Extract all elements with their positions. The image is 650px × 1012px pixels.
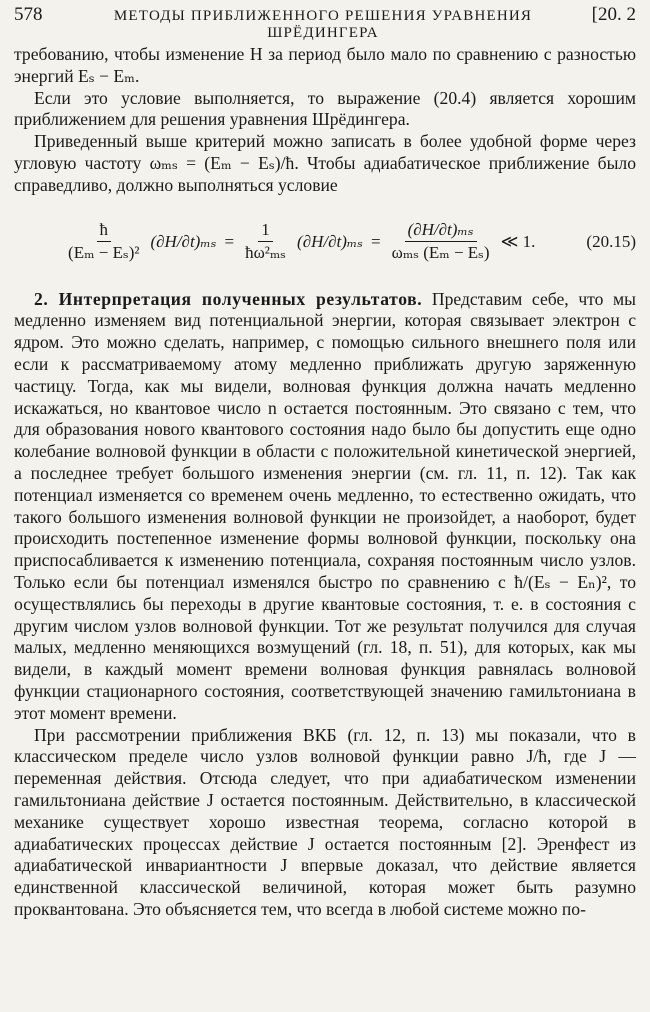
fraction-2	[242, 220, 289, 263]
running-title: МЕТОДЫ ПРИБЛИЖЕННОГО РЕШЕНИЯ УРАВНЕНИЯ ШРЁДИНГЕРА	[113, 8, 533, 41]
fraction-3-numerator: (∂H/∂t)ₘₛ	[405, 220, 477, 242]
derivative-term-2: (∂H/∂t)ₘₛ	[297, 231, 364, 251]
equals-sign-2: =	[371, 231, 381, 251]
fraction-1-denominator: (Eₘ − Eₛ)²	[68, 243, 140, 263]
section-2-paragraph-2: При рассмотрении приближения ВКБ (гл. 12, п. 13) мы показали, что в классическом пределе число узлов волновой функции равно J/ħ, где J — переменная действия. Отсюда следует, что при адиабатическом изменении гамильтониана действие J остается постоянным. Действительно, в классической механике существует хорошо известная теорема, согласно которой в адиабатических процессах действие J остается постоянным [2]. Эренфест из адиабатической инвариантности J впервые доказал, что действие является единственной классической величиной, которая может быть разумно проквантована. Это объясняется тем, что всегда в любой системе можно по-	[14, 724, 636, 919]
fraction-3-denominator: ωₘₛ (Eₘ − Eₛ)	[391, 243, 490, 263]
paragraph-criterion: Приведенный выше критерий можно записать в более удобной форме через угловую частоту ωₘₛ = (Eₘ − Eₛ)/ħ. Чтобы адиабатическое приближение было справедливо, должно выполняться условие	[14, 131, 636, 195]
running-header	[14, 4, 636, 44]
equals-sign-1: =	[224, 231, 235, 251]
section-marker: [20. 2	[591, 4, 636, 25]
section-2-text-1: Представим себе, что мы медленно изменяем вид потенциальной энергии, которая связывает электрон с ядром. Это можно сделать, например, с помощью сильного внешнего поля или если к рассматриваемому атому медленно приближать другую заряженную частицу. Тогда, как мы видели, волновая функция должна начать медленно искажаться, но квантовое число n остается постоянным. Это связано с тем, что для образования нового квантового состояния надо было бы допустить еще одно колебание волновой функции в области с положительной кинетической энергией, а последнее требует большого изменения энергии (см. гл. 11, п. 12). Так как потенциал изменяется со временем очень медленно, то естественно ожидать, что такого большого изменения волновой функции не произойдет, а наоборот, будет происходить постепенное изменение формы волновой функции, поскольку она приспосабливается к изменению потенциала, сохраняя постоянным число узлов. Только если бы потенциал изменялся быстро по сравнению с ħ/(Eₛ − Eₙ)², то осуществлялись бы переходы в другие квантовые состояния, т. е. в состояния с другим числом узлов волновой функции. Тот же результат получился для случая малых, медленно меняющихся возмущений (гл. 18, п. 51), для которых, как мы видели, в каждый момент времени волновая функция равнялась волновой функции стационарного состояния, соответствующей значению гамильтониана в этот момент времени.	[14, 288, 637, 723]
equation-body	[14, 220, 586, 263]
fraction-1-numerator: ħ	[97, 220, 112, 242]
much-less-than: ≪ 1.	[500, 231, 536, 251]
fraction-2-denominator: ħω²ₘₛ	[245, 243, 287, 263]
fraction-1	[65, 220, 142, 263]
derivative-term-1: (∂H/∂t)ₘₛ	[150, 231, 217, 251]
fraction-3	[389, 220, 493, 263]
equation-label: (20.15)	[586, 231, 636, 251]
paragraph-continued: требованию, чтобы изменение H за период было мало по сравнению с разностью энергий Eₛ − Eₘ.	[14, 44, 636, 86]
fraction-2-numerator: 1	[258, 220, 273, 242]
section-2-paragraph-1	[14, 289, 636, 725]
section-2-heading: 2. Интерпретация полученных результатов.	[34, 288, 423, 309]
page-number: 578	[14, 4, 43, 25]
equation-20-15	[14, 207, 636, 277]
paragraph-condition: Если это условие выполняется, то выражение (20.4) является хорошим приближением для решения уравнения Шрёдингера.	[14, 87, 636, 130]
